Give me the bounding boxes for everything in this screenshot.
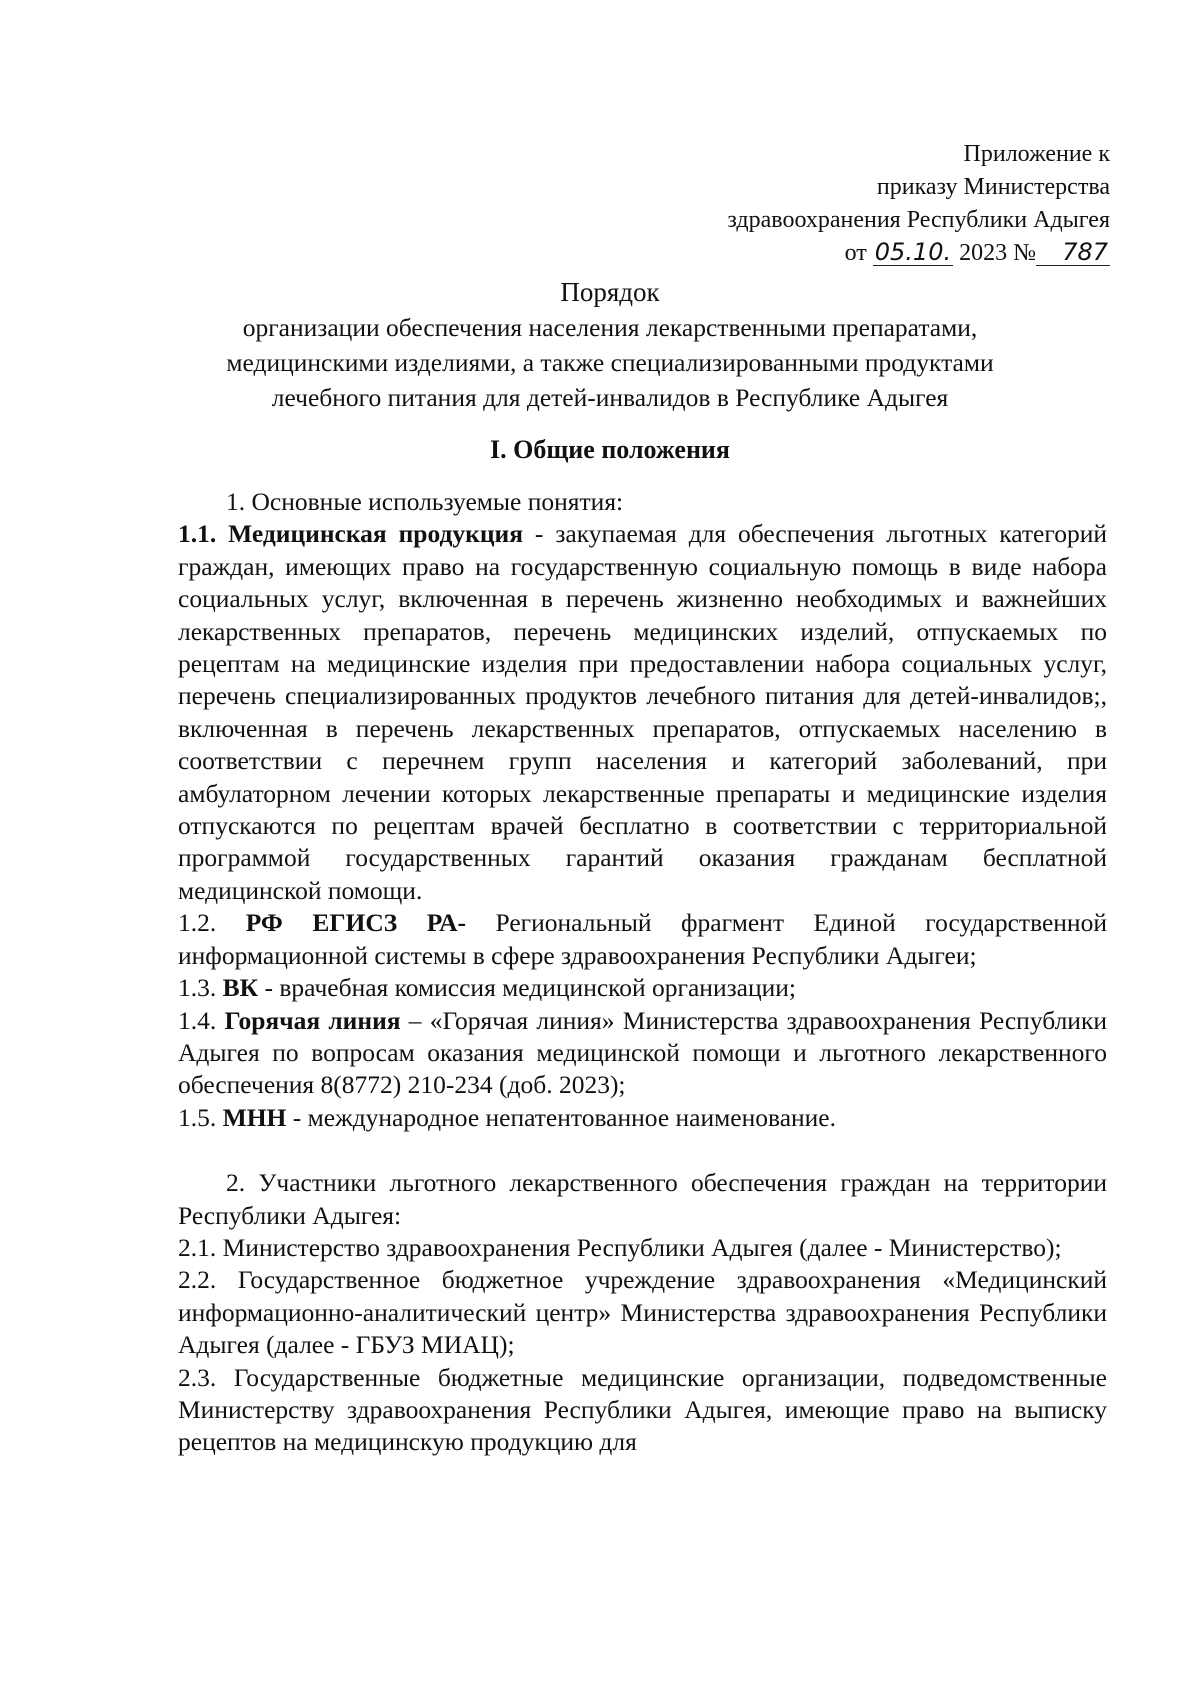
definition-1-1-text: - закупаемая для обеспечения льготных категорий граждан, имеющих право на государственную социальную помощь в виде набора социальных услуг, включенная в перечень жизненно необходимых и важнейших лекарственных препаратов, перечень медицинских изделий, отпускаемых по рецептам на медицинские изделия при предоставлении набора социальных услуг, перечень специализированных продуктов лечебного питания для детей-инвалидов;, включенная в перечень лекарственных препаратов, отпускаемых населению в соответствии с перечнем групп населения и категорий заболеваний, при амбулаторном лечении которых лекарственные препараты и медицинские изделия отпускаются по рецептам врачей бесплатно в соответствии с территориальной программой государственных гарантий оказания гражданам бесплатной медицинской помощи. xyxy=(178,519,1107,905)
item-2-3: 2.3. Государственные бюджетные медицинские организации, подведомственные Министерству здравоохранения Республики Адыгея, имеющие право на выписку рецептов на медицинскую продукцию для xyxy=(178,1362,1107,1457)
handwritten-order-number: 787 xyxy=(1036,239,1110,266)
definition-1-2 xyxy=(178,907,1107,972)
definition-1-3-term: ВК xyxy=(222,973,259,1003)
paragraph-spacer xyxy=(178,1134,1107,1167)
appendix-line-3: здравоохранения Республики Адыгея xyxy=(727,207,1110,233)
definition-1-3-text: - врачебная комиссия медицинской организации; xyxy=(258,973,797,1003)
definition-1-2-number: 1.2. xyxy=(178,908,217,938)
definition-1-2-term: РФ ЕГИСЗ РА- xyxy=(245,908,466,938)
definition-1-1-term: Медицинская продукция xyxy=(228,519,524,549)
number-sign: № xyxy=(1013,240,1036,266)
title-line-3: лечебного питания для детей-инвалидов в Республике Адыгея xyxy=(271,383,949,412)
appendix-note xyxy=(550,138,1110,270)
definition-1-5 xyxy=(178,1102,1107,1134)
title-line-1: организации обеспечения населения лекарственными препаратами, xyxy=(242,313,978,342)
definition-1-2-text: Региональный фрагмент Единой государственной информационной системы в сфере здравоохранения Республики Адыгеи; xyxy=(178,908,1107,970)
appendix-line-2: приказу Министерства xyxy=(876,174,1110,200)
item-2-2: 2.2. Государственное бюджетное учреждение здравоохранения «Медицинский информационно-аналитический центр» Министерства здравоохранения Республики Адыгея (далее - ГБУЗ МИАЦ); xyxy=(178,1265,1107,1360)
appendix-date-line xyxy=(550,237,1110,270)
definition-1-4-text: – «Горячая линия» Министерства здравоохранения Республики Адыгея по вопросам оказания медицинской помощи и льготного лекарственного обеспечения 8(8772) 210-234 (доб. 2023); xyxy=(178,1005,1107,1100)
definition-1-5-number: 1.5. xyxy=(178,1102,217,1132)
definition-1-5-text: - международное непатентованное наименование. xyxy=(286,1102,836,1132)
title-line-2: медицинскими изделиями, а также специализированными продуктами xyxy=(226,348,994,377)
title-heading: Порядок xyxy=(560,277,660,307)
appendix-line-1: Приложение к xyxy=(963,141,1110,167)
definition-1-4 xyxy=(178,1005,1107,1102)
definition-1-3 xyxy=(178,972,1107,1004)
order-year: 2023 xyxy=(959,240,1008,266)
document-body xyxy=(178,486,1107,1459)
item-2-1: 2.1. Министерство здравоохранения Республики Адыгея (далее - Министерство); xyxy=(178,1232,1062,1262)
definition-1-3-number: 1.3. xyxy=(178,973,217,1003)
definition-1-4-number: 1.4. xyxy=(178,1005,217,1035)
paragraph-2-intro: 2. Участники льготного лекарственного обеспечения граждан на территории Республики Адыгея: xyxy=(178,1168,1107,1230)
definition-1-4-term: Горячая линия xyxy=(224,1005,401,1035)
document-title xyxy=(170,275,1050,415)
definition-1-5-term: МНН xyxy=(222,1102,287,1132)
date-prefix: от xyxy=(844,240,867,266)
handwritten-date: 05.10. xyxy=(874,238,952,266)
paragraph-1-intro: 1. Основные используемые понятия: xyxy=(226,487,624,516)
definition-1-1-number: 1.1. xyxy=(178,519,217,549)
section-title: I. Общие положения xyxy=(490,435,730,464)
definition-1-1 xyxy=(178,518,1107,907)
